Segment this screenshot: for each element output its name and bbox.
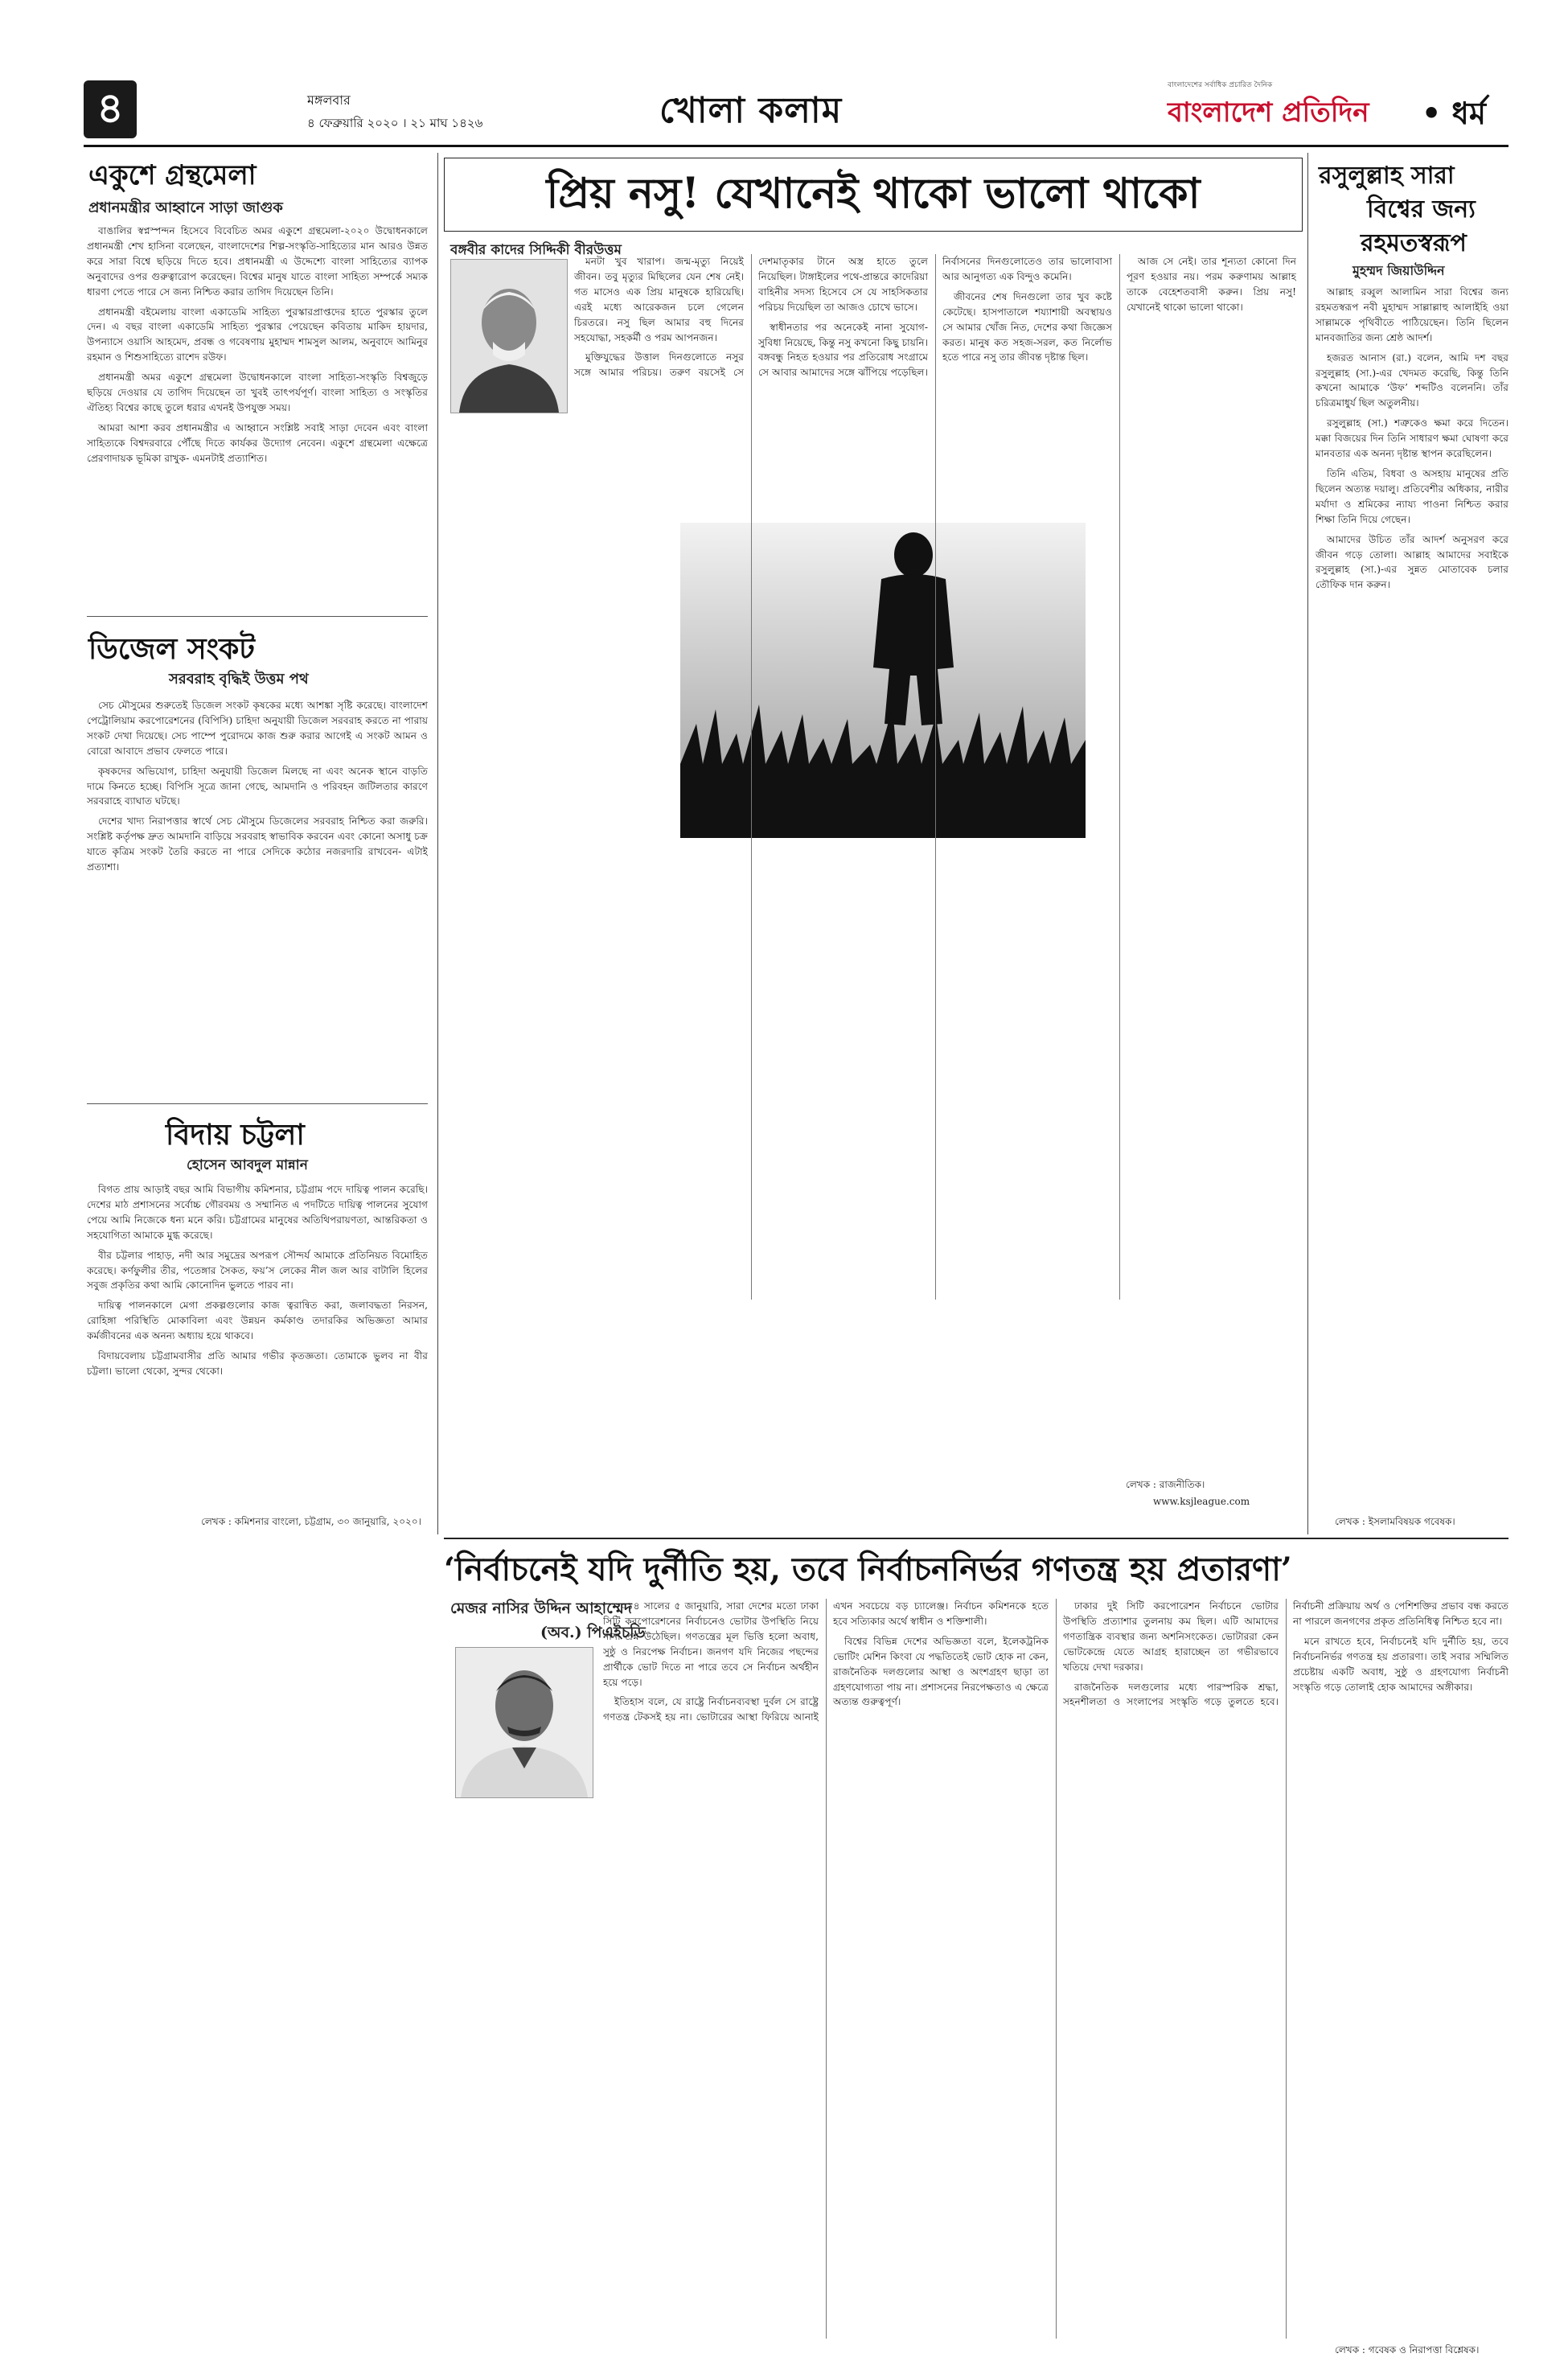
paragraph: মুক্তিযুদ্ধের উত্তাল দিনগুলোতে নসুর সঙ্গে আমার পরিচয়। তরুণ বয়সেই সে দেশমাতৃকার টানে অস্ত্র হাতে তুলে নিয়েছিল। টাঙ্গাইলের পথে-প্রান্তরে কাদেরিয়া বাহিনীর সদস্য হিসেবে সে যে সাহসিকতার পরিচয় দিয়েছিল তা আজও চোখে ভাসে। [574,256,928,379]
paragraph: দায়িত্ব পালনকালে মেগা প্রকল্পগুলোর কাজ ত্বরান্বিত করা, জলাবদ্ধতা নিরসন, রোহিঙ্গা পরিস্থিতি মোকাবিলা এবং উন্নয়ন কর্মকাণ্ড তদারকির অভিজ্ঞতা আমার কর্মজীবনের এক অনন্য অধ্যায় হয়ে থাকবে। [87,1300,428,1342]
bottom-author-photo-image [456,1648,593,1797]
main-byline: বঙ্গবীর কাদের সিদ্দিকী বীরউত্তম [450,242,622,258]
right-column-divider [1307,153,1308,1534]
paragraph: প্রধানমন্ত্রী বইমেলায় বাংলা একাডেমি সাহিত্য পুরস্কারপ্রাপ্তদের হাতে পুরস্কার তুলে দেন। এ বছর বাংলা একাডেমি সাহিত্য পুরস্কার পেয়েছেন কবিতায় মাকিদ হায়দার, উপন্যাসে ওয়াসি আহমেদ, প্রবন্ধ ও গবেষণায় মুহাম্মদ শামসুল আলম, অনুবাদে আমিনুর রহমান ও শিশুসাহিত্যে রাশেদ রউফ। [87,306,428,363]
diesel-body [87,698,428,1094]
bottom-section-rule [444,1538,1508,1539]
paragraph: রাজনৈতিক দলগুলোর মধ্যে পারস্পরিক শ্রদ্ধা, সহনশীলতা ও সংলাপের সংস্কৃতি গড়ে তুলতে হবে। নির্বাচনী প্রক্রিয়ায় অর্থ ও পেশিশক্তির প্রভাব বন্ধ করতে না পারলে জনগণের প্রকৃত প্রতিনিধিত্ব নিশ্চিত হবে না। [1063,1600,1508,1708]
brand-tagline: বাংলাদেশের সর্বাধিক প্রচারিত দৈনিক [1168,81,1273,89]
page-number-badge [84,80,137,138]
right-byline: মুহম্মদ জিয়াউদ্দিন [1353,263,1445,278]
diesel-title: ডিজেল সংকট [88,632,255,666]
paragraph: সেচ মৌসুমের শুরুতেই ডিজেল সংকট কৃষকের মধ্যে আশঙ্কা সৃষ্টি করেছে। বাংলাদেশ পেট্রোলিয়াম করপোরেশনের (বিপিসি) চাহিদা অনুযায়ী ডিজেল সরবরাহ করতে না পারায় সংকট দেখা দিয়েছে। সেচ পাম্পে পুরোদমে কাজ শুরু করার আগেই এ সংকট আমন ও বোরো আবাদে প্রভাব ফেলতে পারে। [87,700,428,757]
right-body [1316,285,1508,1515]
paragraph: বীর চট্টলার পাহাড়, নদী আর সমুদ্রের অপরূপ সৌন্দর্য আমাকে প্রতিনিয়ত বিমোহিত করেছে। কর্ণফুলীর তীর, পতেঙ্গার সৈকত, ফয়’স লেকের নীল জল আর বাটালি হিলের সবুজ প্রকৃতির কথা আমি কোনোদিন ভুলতে পারব না। [87,1249,428,1292]
diesel-subtitle: সরবরাহ বৃদ্ধিই উত্তম পথ [169,671,309,688]
bottom-byline-title: (অব.) পিএইচডি [540,1624,646,1641]
paragraph: আমাদের উচিত তাঁর আদর্শ অনুসরণ করে জীবন গড়ে তোলা। আল্লাহ আমাদের সবাইকে রসুলুল্লাহ (সা.)-এর সুন্নত মোতাবেক চলার তৌফিক দান করুন। [1316,533,1508,591]
header-rule [84,145,1508,147]
paragraph: কৃষকদের অভিযোগ, চাহিদা অনুযায়ী ডিজেল মিলছে না এবং অনেক স্থানে বাড়তি দামে কিনতে হচ্ছে। বিপিসি সূত্রে জানা গেছে, আমদানি ও পরিবহন জটিলতার কারণে সরবরাহে ব্যাঘাত ঘটছে। [87,765,428,807]
page-number: ৪ [96,84,124,133]
right-headline-line1: রসুলুল্লাহ সারা [1319,162,1455,190]
biday-footnote: লেখক : কমিশনার বাংলো, চট্টগ্রাম, ৩০ জানুয়ারি, ২০২০। [201,1516,421,1527]
biday-byline: হোসেন আবদুল মান্নান [187,1157,308,1173]
biday-title: বিদায় চট্টলা [166,1118,305,1152]
right-headline-line3: রহমতস্বরূপ [1361,229,1467,257]
rule [87,616,428,617]
right-footnote: লেখক : ইসলামবিষয়ক গবেষক। [1335,1516,1455,1527]
main-footnote: লেখক : রাজনীতিক। [1126,1479,1205,1490]
paragraph: দেশের খাদ্য নিরাপত্তার স্বার্থে সেচ মৌসুমে ডিজেলের সরবরাহ নিশ্চিত করা জরুরি। সংশ্লিষ্ট কর্তৃপক্ষ দ্রুত আমদানি বাড়িয়ে সরবরাহ স্বাভাবিক করবেন এবং কোনো অসাধু চক্র যাতে কৃত্রিম সংকট তৈরি করতে না পারে সেদিকে কঠোর নজরদারি রাখবেন- এটাই প্রত্যাশা। [87,815,428,873]
section-title: খোলা কলাম [659,90,843,131]
paragraph: প্রধানমন্ত্রী অমর একুশে গ্রন্থমেলা উদ্বোধনকালে বাংলা সাহিত্য-সংস্কৃতি বিশ্বজুড়ে ছড়িয়ে দেওয়ার যে তাগিদ দিয়েছেন তা খুবই তাৎপর্যপূর্ণ। বাংলা সাহিত্য ও সংস্কৃতির ঐতিহ্য বিশ্বের কাছে তুলে ধরার এখনই উপযুক্ত সময়। [87,372,428,413]
brand-logo: বাংলাদেশ প্রতিদিন [1168,97,1369,129]
paragraph: ঢাকার দুই সিটি করপোরেশন নির্বাচনে ভোটার উপস্থিতি প্রত্যাশার তুলনায় কম ছিল। এটি আমাদের গণতান্ত্রিক ব্যবস্থার জন্য অশনিসংকেত। ভোটাররা কেন ভোটকেন্দ্রে যেতে আগ্রহ হারাচ্ছেন তা গভীরভাবে খতিয়ে দেখা দরকার। [1063,1600,1279,1673]
paragraph: বিশ্বের বিভিন্ন দেশের অভিজ্ঞতা বলে, ইলেকট্রনিক ভোটিং মেশিন কিংবা যে পদ্ধতিতেই ভোট হোক না কেন, রাজনৈতিক দলগুলোর আস্থা ও অংশগ্রহণ ছাড়া তা গ্রহণযোগ্যতা পায় না। প্রশাসনের নিরপেক্ষতাও এ ক্ষেত্রে অত্যন্ত গুরুত্বপূর্ণ। [833,1635,1049,1708]
biday-body [87,1182,428,1509]
bottom-footnote: লেখক : গবেষক ও নিরাপত্তা বিশ্লেষক। [1335,2344,1480,2356]
paragraph: আল্লাহ রব্বুল আলামিন সারা বিশ্বের জন্য রহমতস্বরূপ নবী মুহাম্মদ সাল্লাল্লাহু আলাইহি ওয়া সাল্লামকে পৃথিবীতে পাঠিয়েছেন। তিনি ছিলেন মানবজাতির জন্য শ্রেষ্ঠ আদর্শ। [1316,286,1508,343]
header-date: ৪ ফেব্রুয়ারি ২০২০ । ২১ মাঘ ১৪২৬ [307,116,483,130]
main-headline-box [444,158,1303,232]
paragraph: তিনি এতিম, বিধবা ও অসহায় মানুষের প্রতি ছিলেন অত্যন্ত দয়ালু। প্রতিবেশীর অধিকার, নারীর মর্যাদা ও শ্রমিকের ন্যায্য পাওনা নিশ্চিত করার শিক্ষা তিনি দিয়ে গেছেন। [1316,467,1508,525]
brand-section: • ধর্ম [1422,95,1486,131]
left-column-divider [437,153,438,1534]
paragraph: ২০১৪ সালের ৫ জানুয়ারি, সারা দেশের মতো ঢাকা সিটি করপোরেশনের নির্বাচনেও ভোটার উপস্থিতি নিয়ে নানা প্রশ্ন উঠেছিল। গণতন্ত্রের মূল ভিত্তি হলো অবাধ, সুষ্ঠু ও নিরপেক্ষ নির্বাচন। জনগণ যদি নিজের পছন্দের প্রার্থীকে ভোট দিতে না পারে তবে সে নির্বাচন অর্থহীন হয়ে পড়ে। [603,1600,819,1688]
paragraph: বিগত প্রায় আড়াই বছর আমি বিভাগীয় কমিশনার, চট্টগ্রাম পদে দায়িত্ব পালন করেছি। দেশের মাঠ প্রশাসনের সর্বোচ্চ গৌরবময় ও সম্মানিত এ পদটিতে দায়িত্ব পালনের সুযোগ পেয়ে আমি নিজেকে ধন্য মনে করি। চট্টগ্রামের মানুষের অতিথিপরায়ণতা, আন্তরিকতা ও সহযোগিতা আমাকে মুগ্ধ করেছে। [87,1184,428,1241]
right-headline-line2: বিশ্বের জন্য [1367,195,1476,224]
bottom-byline-name: মেজর নাসির উদ্দিন আহাম্মেদ [450,1600,632,1617]
paragraph: মনে রাখতে হবে, নির্বাচনেই যদি দুর্নীতি হয়, তবে নির্বাচননির্ভর গণতন্ত্র হয় প্রতারণা। তাই সবার সম্মিলিত প্রচেষ্টায় একটি অবাধ, সুষ্ঠু ও গ্রহণযোগ্য নির্বাচনী সংস্কৃতি গড়ে তোলাই হোক আমাদের অঙ্গীকার। [1293,1635,1508,1693]
paragraph: হজরত আনাস (রা.) বলেন, আমি দশ বছর রসুলুল্লাহ (সা.)-এর খেদমত করেছি, কিন্তু তিনি কখনো আমাকে ‘উফ’ শব্দটিও বলেননি। তাঁর চরিত্রমাধুর্য ছিল অতুলনীয়। [1316,351,1508,409]
paragraph: আমরা আশা করব প্রধানমন্ত্রীর এ আহ্বানে সংশ্লিষ্ট সবাই সাড়া দেবেন এবং বাংলা সাহিত্যকে বিশ্বদরবারে পৌঁছে দিতে কার্যকর উদ্যোগ নেবেন। একুশে গ্রন্থমেলা এক্ষেত্রে প্রেরণাদায়ক ভূমিকা রাখুক- এমনটাই প্রত্যাশিত। [87,421,428,464]
paragraph: স্বাধীনতার পর অনেকেই নানা সুযোগ-সুবিধা নিয়েছে, কিন্তু নসু কখনো কিছু চায়নি। বঙ্গবন্ধু নিহত হওয়ার পর প্রতিরোধ সংগ্রামে সে আবার আমাদের সঙ্গে ঝাঁপিয়ে পড়েছিল। নির্বাসনের দিনগুলোতেও তার ভালোবাসা আর আনুগত্য এক বিন্দুও কমেনি। [758,256,1112,379]
paragraph: জীবনের শেষ দিনগুলো তার খুব কষ্টে কেটেছে। হাসপাতালে শয্যাশায়ী অবস্থায়ও সে আমার খোঁজ নিত, দেশের কথা জিজ্ঞেস করত। মানুষ কত সহজ-সরল, কত নির্লোভ হতে পারে নসু তার জীবন্ত দৃষ্টান্ত ছিল। [942,290,1112,363]
main-body [574,254,1296,1300]
paragraph: বাঙালির স্বপ্নস্পন্দন হিসেবে বিবেচিত অমর একুশে গ্রন্থমেলা-২০২০ উদ্বোধনকালে প্রধানমন্ত্রী শেখ হাসিনা বলেছেন, বাংলাদেশের শিল্প-সংস্কৃতি-সাহিত্যের মান আরও উন্নত করে সারা বিশ্বে ছড়িয়ে দিতে হবে। প্রধানমন্ত্রী এ উদ্দেশ্যে বাংলা সাহিত্যের ব্যাপক অনুবাদের ওপর গুরুত্বারোপ করেছেন। বিশ্বের মানুষ যাতে বাংলা সাহিত্য সম্পর্কে সম্যক ধারণা পেতে পারে সে জন্য নিশ্চিত করার তাগিদ দিয়েছেন তিনি। [87,225,428,298]
paragraph: বিদায়বেলায় চট্টগ্রামবাসীর প্রতি আমার গভীর কৃতজ্ঞতা। তোমাকে ভুলব না বীর চট্টলা। ভালো থেকো, সুন্দর থেকো। [87,1350,428,1377]
author-photo [450,259,568,413]
ekushe-title: একুশে গ্রন্থমেলা [88,159,257,191]
bottom-author-photo [455,1647,593,1798]
header-day: মঙ্গলবার [307,92,351,108]
main-website-link[interactable]: www.ksjleague.com [1153,1496,1250,1507]
ekushe-subtitle: প্রধানমন্ত্রীর আহ্বানে সাড়া জাগুক [88,199,283,216]
ekushe-body [87,224,428,606]
paragraph: রসুলুল্লাহ (সা.) শত্রুকেও ক্ষমা করে দিতেন। মক্কা বিজয়ের দিন তিনি সাধারণ ক্ষমা ঘোষণা করে মানবতার এক অনন্য দৃষ্টান্ত স্থাপন করেছিলেন। [1316,417,1508,460]
paragraph: আজ সে নেই। তার শূন্যতা কোনো দিন পূরণ হওয়ার নয়। পরম করুণাময় আল্লাহ তাকে বেহেশতবাসী করুন। প্রিয় নসু! যেখানেই থাকো ভালো থাকো। [1127,256,1296,313]
author-photo-image [451,260,567,413]
main-headline: প্রিয় নসু! যেখানেই থাকো ভালো থাকো [546,169,1201,218]
paragraph: মনটা খুব খারাপ। জন্ম-মৃত্যু নিয়েই জীবন। তবু মৃত্যুর মিছিলের যেন শেষ নেই। গত মাসেও এক প্রিয় মানুষকে হারিয়েছি। এরই মধ্যে আরেকজন চলে গেলেন চিরতরে। নসু ছিল আমার বহু দিনের সহযোদ্ধা, সহকর্মী ও পরম আপনজন। [574,256,744,343]
rule [87,1103,428,1104]
bottom-body [603,1599,1508,2339]
paragraph: ইতিহাস বলে, যে রাষ্ট্রে নির্বাচনব্যবস্থা দুর্বল সে রাষ্ট্রে গণতন্ত্র টেকসই হয় না। ভোটারের আস্থা ফিরিয়ে আনাই এখন সবচেয়ে বড় চ্যালেঞ্জ। নির্বাচন কমিশনকে হতে হবে সত্যিকার অর্থে স্বাধীন ও শক্তিশালী। [603,1600,1049,1723]
bottom-headline: ‘নির্বাচনেই যদি দুর্নীতি হয়, তবে নির্বাচননির্ভর গণতন্ত্র হয় প্রতারণা’ [444,1550,1292,1588]
